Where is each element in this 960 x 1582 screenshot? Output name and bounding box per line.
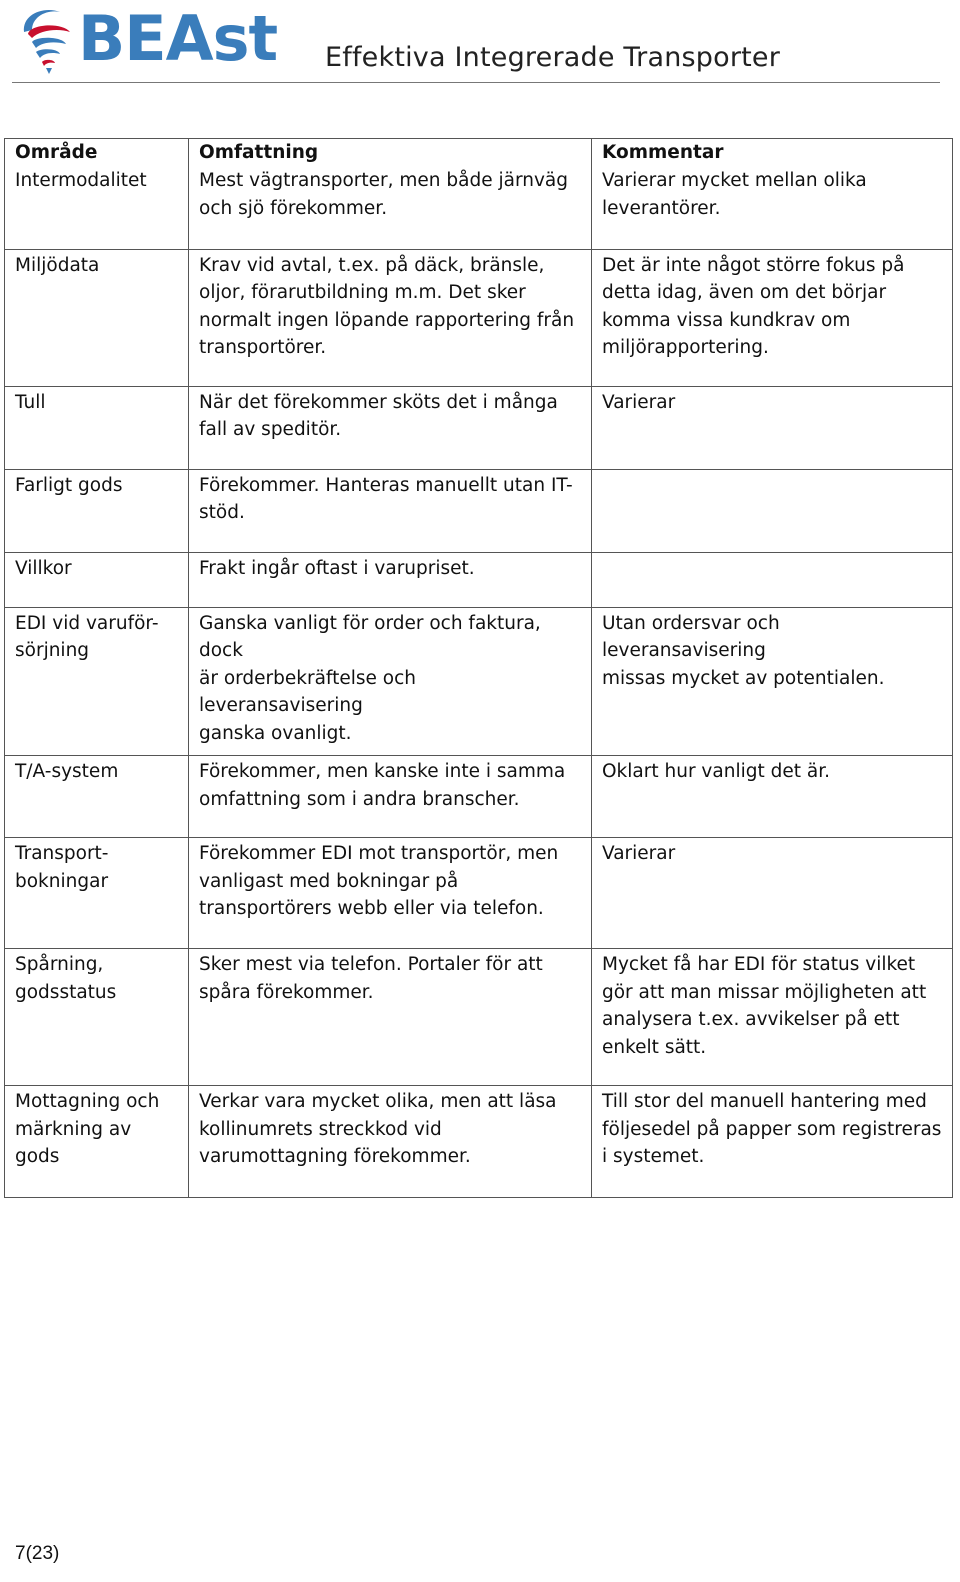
table-row [5, 756, 953, 838]
cell-area: Farligt gods [5, 469, 189, 552]
cell-comment: Mycket få har EDI för status vilket gör att man missar möjligheten att analysera t.ex. avvikelser på ett enkelt sätt. [592, 949, 953, 1086]
cell-area: EDI vid varuför- sörjning [5, 607, 189, 756]
beast-logo [18, 4, 283, 76]
cell-scope: Förekommer EDI mot transportör, men vanligast med bokningar på transportörers webb eller via telefon. [189, 838, 592, 949]
cell-scope: Sker mest via telefon. Portaler för att spåra förekommer. [189, 949, 592, 1086]
page-number: 7(23) [15, 1543, 60, 1564]
column-header-area: Område [5, 139, 189, 168]
table-row [5, 949, 953, 1086]
cell-comment: Varierar [592, 838, 953, 949]
cell-scope: Mest vägtransporter, men både järnväg och sjö förekommer. [189, 167, 592, 249]
cell-scope: När det förekommer sköts det i många fall av speditör. [189, 386, 592, 469]
cell-comment: Varierar mycket mellan olika leverantörer. [592, 167, 953, 249]
table-row [5, 607, 953, 756]
cell-comment: Varierar [592, 386, 953, 469]
cell-scope: Förekommer. Hanteras manuellt utan IT- stöd. [189, 469, 592, 552]
page-header [0, 0, 960, 90]
column-header-scope: Omfattning [189, 139, 592, 168]
cell-area: Miljödata [5, 249, 189, 386]
cell-area: Spårning, godsstatus [5, 949, 189, 1086]
beast-logo-icon [18, 6, 80, 74]
cell-scope: Ganska vanligt för order och faktura, dock är orderbekräftelse och leveransavisering ganska ovanligt. [189, 607, 592, 756]
table-row [5, 552, 953, 607]
table-header-row [5, 139, 953, 168]
cell-comment: Till stor del manuell hantering med följesedel på papper som registreras i systemet. [592, 1086, 953, 1198]
cell-scope: Förekommer, men kanske inte i samma omfattning som i andra branscher. [189, 756, 592, 838]
cell-scope: Frakt ingår oftast i varupriset. [189, 552, 592, 607]
cell-comment [592, 469, 953, 552]
logo-wordmark: BEAst [78, 2, 278, 75]
table-row [5, 386, 953, 469]
column-header-comment: Kommentar [592, 139, 953, 168]
cell-area: T/A-system [5, 756, 189, 838]
table-row [5, 249, 953, 386]
cell-area: Tull [5, 386, 189, 469]
cell-comment: Utan ordersvar och leveransavisering missas mycket av potentialen. [592, 607, 953, 756]
document-title: Effektiva Integrerade Transporter [325, 42, 781, 73]
transport-table [4, 138, 953, 1198]
table-row [5, 838, 953, 949]
cell-comment: Det är inte något större fokus på detta idag, även om det börjar komma vissa kundkrav om miljörapportering. [592, 249, 953, 386]
cell-comment: Oklart hur vanligt det är. [592, 756, 953, 838]
cell-scope: Verkar vara mycket olika, men att läsa kollinumrets streckkod vid varumottagning förekommer. [189, 1086, 592, 1198]
cell-area: Intermodalitet [5, 167, 189, 249]
cell-area: Mottagning och märkning av gods [5, 1086, 189, 1198]
table-row [5, 1086, 953, 1198]
table-row [5, 469, 953, 552]
cell-area: Villkor [5, 552, 189, 607]
cell-area: Transport- bokningar [5, 838, 189, 949]
table-row [5, 167, 953, 249]
cell-comment [592, 552, 953, 607]
header-divider [12, 82, 940, 83]
cell-scope: Krav vid avtal, t.ex. på däck, bränsle, oljor, förarutbildning m.m. Det sker normalt ingen löpande rapportering från transportörer. [189, 249, 592, 386]
